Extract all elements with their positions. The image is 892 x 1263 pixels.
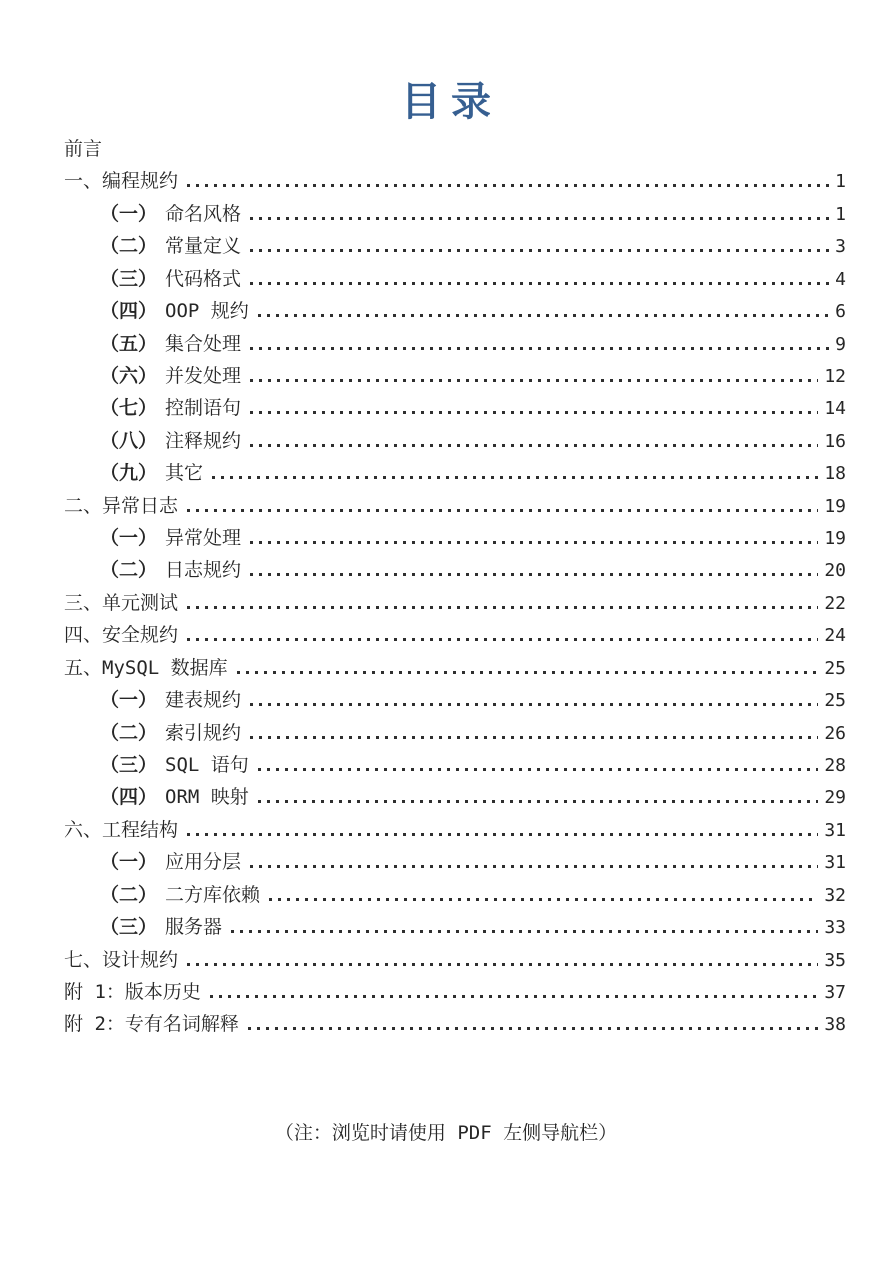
toc-entry[interactable] bbox=[64, 360, 846, 392]
toc-entry[interactable] bbox=[64, 684, 846, 716]
toc-entry[interactable] bbox=[64, 165, 846, 197]
dot-leader bbox=[250, 249, 829, 252]
dot-leader bbox=[250, 347, 829, 350]
toc-entry[interactable] bbox=[64, 392, 846, 424]
dot-leader bbox=[250, 444, 818, 447]
toc-entry-label: 三、单元测试 bbox=[64, 591, 179, 614]
page-number: 16 bbox=[824, 430, 846, 452]
dot-leader bbox=[187, 963, 818, 966]
toc-entry-label: 附 1：版本历史 bbox=[64, 980, 201, 1003]
toc-entry-label: 五、MySQL 数据库 bbox=[64, 656, 228, 679]
toc-entry[interactable] bbox=[64, 328, 846, 360]
toc-entry[interactable] bbox=[64, 717, 846, 749]
page-number: 37 bbox=[824, 981, 846, 1003]
toc-entry-prefix: （一） bbox=[100, 202, 158, 225]
dot-leader bbox=[210, 995, 818, 998]
toc-entry[interactable] bbox=[64, 425, 846, 457]
dot-leader bbox=[231, 930, 818, 933]
toc-entry[interactable] bbox=[64, 198, 846, 230]
page-number: 28 bbox=[824, 755, 846, 777]
dot-leader bbox=[187, 638, 818, 641]
dot-leader bbox=[187, 509, 818, 512]
toc-entry-prefix: （一） bbox=[100, 851, 158, 874]
page-number: 24 bbox=[824, 625, 846, 647]
dot-leader bbox=[250, 541, 818, 544]
dot-leader bbox=[250, 573, 818, 576]
toc-entry-label: 六、工程结构 bbox=[64, 818, 179, 841]
toc-entry[interactable] bbox=[64, 490, 846, 522]
toc-entry[interactable] bbox=[64, 652, 846, 684]
toc-entry[interactable] bbox=[64, 976, 846, 1008]
page-number: 38 bbox=[824, 1014, 846, 1036]
toc-entry-prefix: （一） bbox=[100, 689, 158, 712]
toc-entry-label: OOP 规约 bbox=[165, 300, 249, 323]
toc-entry[interactable] bbox=[64, 846, 846, 878]
page-number: 22 bbox=[824, 592, 846, 614]
toc-entry-prefix: （二） bbox=[100, 559, 158, 582]
toc-entry[interactable] bbox=[64, 619, 846, 651]
dot-leader bbox=[250, 703, 818, 706]
toc-entry[interactable] bbox=[64, 587, 846, 619]
page-number: 3 bbox=[835, 236, 846, 258]
toc-entry-prefix: （一） bbox=[100, 527, 158, 550]
toc-entry[interactable] bbox=[64, 230, 846, 262]
page-number: 19 bbox=[824, 495, 846, 517]
toc-entry[interactable] bbox=[64, 749, 846, 781]
toc-entry-prefix: （九） bbox=[100, 462, 158, 485]
toc-entry-prefix: （三） bbox=[100, 916, 158, 939]
toc-entry-label: 索引规约 bbox=[165, 721, 242, 744]
page-number: 20 bbox=[824, 560, 846, 582]
dot-leader bbox=[250, 411, 818, 414]
toc-entry[interactable] bbox=[64, 814, 846, 846]
toc-entry[interactable] bbox=[64, 263, 846, 295]
toc-entry-label: 前言 bbox=[64, 138, 103, 160]
dot-leader bbox=[212, 476, 818, 479]
toc-entry-prefix: （八） bbox=[100, 429, 158, 452]
toc-entry-label: 服务器 bbox=[165, 916, 223, 939]
table-of-contents bbox=[64, 133, 846, 1041]
page-number: 6 bbox=[835, 301, 846, 323]
dot-leader bbox=[258, 800, 819, 803]
dot-leader bbox=[250, 865, 818, 868]
toc-entry-label: 四、安全规约 bbox=[64, 624, 179, 647]
toc-entry-prefix: （二） bbox=[100, 235, 158, 258]
toc-entry[interactable] bbox=[64, 522, 846, 554]
toc-entry-label: 一、编程规约 bbox=[64, 170, 179, 193]
page-number: 19 bbox=[824, 528, 846, 550]
dot-leader bbox=[250, 282, 829, 285]
page-number: 18 bbox=[824, 463, 846, 485]
page-number: 31 bbox=[824, 852, 846, 874]
toc-entry-prefix: （四） bbox=[100, 786, 158, 809]
toc-entry-prefix: （三） bbox=[100, 754, 158, 777]
dot-leader bbox=[187, 606, 818, 609]
toc-entry[interactable] bbox=[64, 1008, 846, 1040]
dot-leader bbox=[250, 379, 818, 382]
toc-entry-label: 七、设计规约 bbox=[64, 948, 179, 971]
toc-entry-label: 命名风格 bbox=[165, 202, 242, 225]
page-number: 35 bbox=[824, 949, 846, 971]
toc-entry[interactable] bbox=[64, 879, 846, 911]
toc-entry-prefix: （四） bbox=[100, 300, 158, 323]
dot-leader bbox=[248, 1027, 818, 1030]
dot-leader bbox=[258, 314, 829, 317]
toc-entry-label: 建表规约 bbox=[165, 689, 242, 712]
toc-entry-prefix: （三） bbox=[100, 267, 158, 290]
page-number: 1 bbox=[835, 203, 846, 225]
toc-entry-label: 应用分层 bbox=[165, 851, 242, 874]
page-number: 1 bbox=[835, 171, 846, 193]
page-number: 25 bbox=[824, 690, 846, 712]
toc-entry-label: 控制语句 bbox=[165, 397, 242, 420]
dot-leader bbox=[258, 768, 819, 771]
page-number: 9 bbox=[835, 333, 846, 355]
toc-entry[interactable] bbox=[64, 457, 846, 489]
dot-leader bbox=[237, 671, 819, 674]
toc-entry-label: 集合处理 bbox=[165, 332, 242, 355]
toc-entry-label: 日志规约 bbox=[165, 559, 242, 582]
toc-entry-prefix: （二） bbox=[100, 721, 158, 744]
toc-entry-label: 附 2：专有名词解释 bbox=[64, 1013, 239, 1036]
toc-entry[interactable] bbox=[64, 295, 846, 327]
page-number: 26 bbox=[824, 722, 846, 744]
page-number: 4 bbox=[835, 268, 846, 290]
toc-entry-label: 二方库依赖 bbox=[165, 883, 261, 906]
toc-entry-prefix: （六） bbox=[100, 364, 158, 387]
page-number: 29 bbox=[824, 787, 846, 809]
page-number: 33 bbox=[824, 917, 846, 939]
toc-entry-label: 并发处理 bbox=[165, 364, 242, 387]
toc-entry[interactable] bbox=[64, 944, 846, 976]
toc-entry-label: 异常处理 bbox=[165, 527, 242, 550]
toc-entry-label: 常量定义 bbox=[165, 235, 242, 258]
page-number: 14 bbox=[824, 398, 846, 420]
toc-entry-label: 注释规约 bbox=[165, 429, 242, 452]
page-number: 32 bbox=[824, 884, 846, 906]
dot-leader bbox=[187, 833, 818, 836]
toc-entry-prefix: （五） bbox=[100, 332, 158, 355]
dot-leader bbox=[250, 736, 818, 739]
page-number: 25 bbox=[824, 657, 846, 679]
dot-leader bbox=[187, 184, 829, 187]
toc-entry-label: 代码格式 bbox=[165, 267, 242, 290]
toc-entry[interactable] bbox=[64, 911, 846, 943]
dot-leader bbox=[250, 217, 829, 220]
toc-entry-label: SQL 语句 bbox=[165, 754, 249, 777]
dot-leader bbox=[269, 898, 818, 901]
toc-entry-label: ORM 映射 bbox=[165, 786, 249, 809]
footer-note: （注：浏览时请使用 PDF 左侧导航栏） bbox=[274, 1122, 618, 1144]
toc-entry-prefix: （七） bbox=[100, 397, 158, 420]
toc-entry-prefix: （二） bbox=[100, 883, 158, 906]
toc-entry-label: 其它 bbox=[165, 462, 204, 485]
page-title: 目录 bbox=[401, 79, 501, 124]
page-number: 31 bbox=[824, 819, 846, 841]
page-number: 12 bbox=[824, 365, 846, 387]
toc-entry[interactable] bbox=[64, 133, 846, 165]
toc-entry-label: 二、异常日志 bbox=[64, 494, 179, 517]
toc-entry[interactable] bbox=[64, 554, 846, 586]
toc-entry[interactable] bbox=[64, 781, 846, 813]
